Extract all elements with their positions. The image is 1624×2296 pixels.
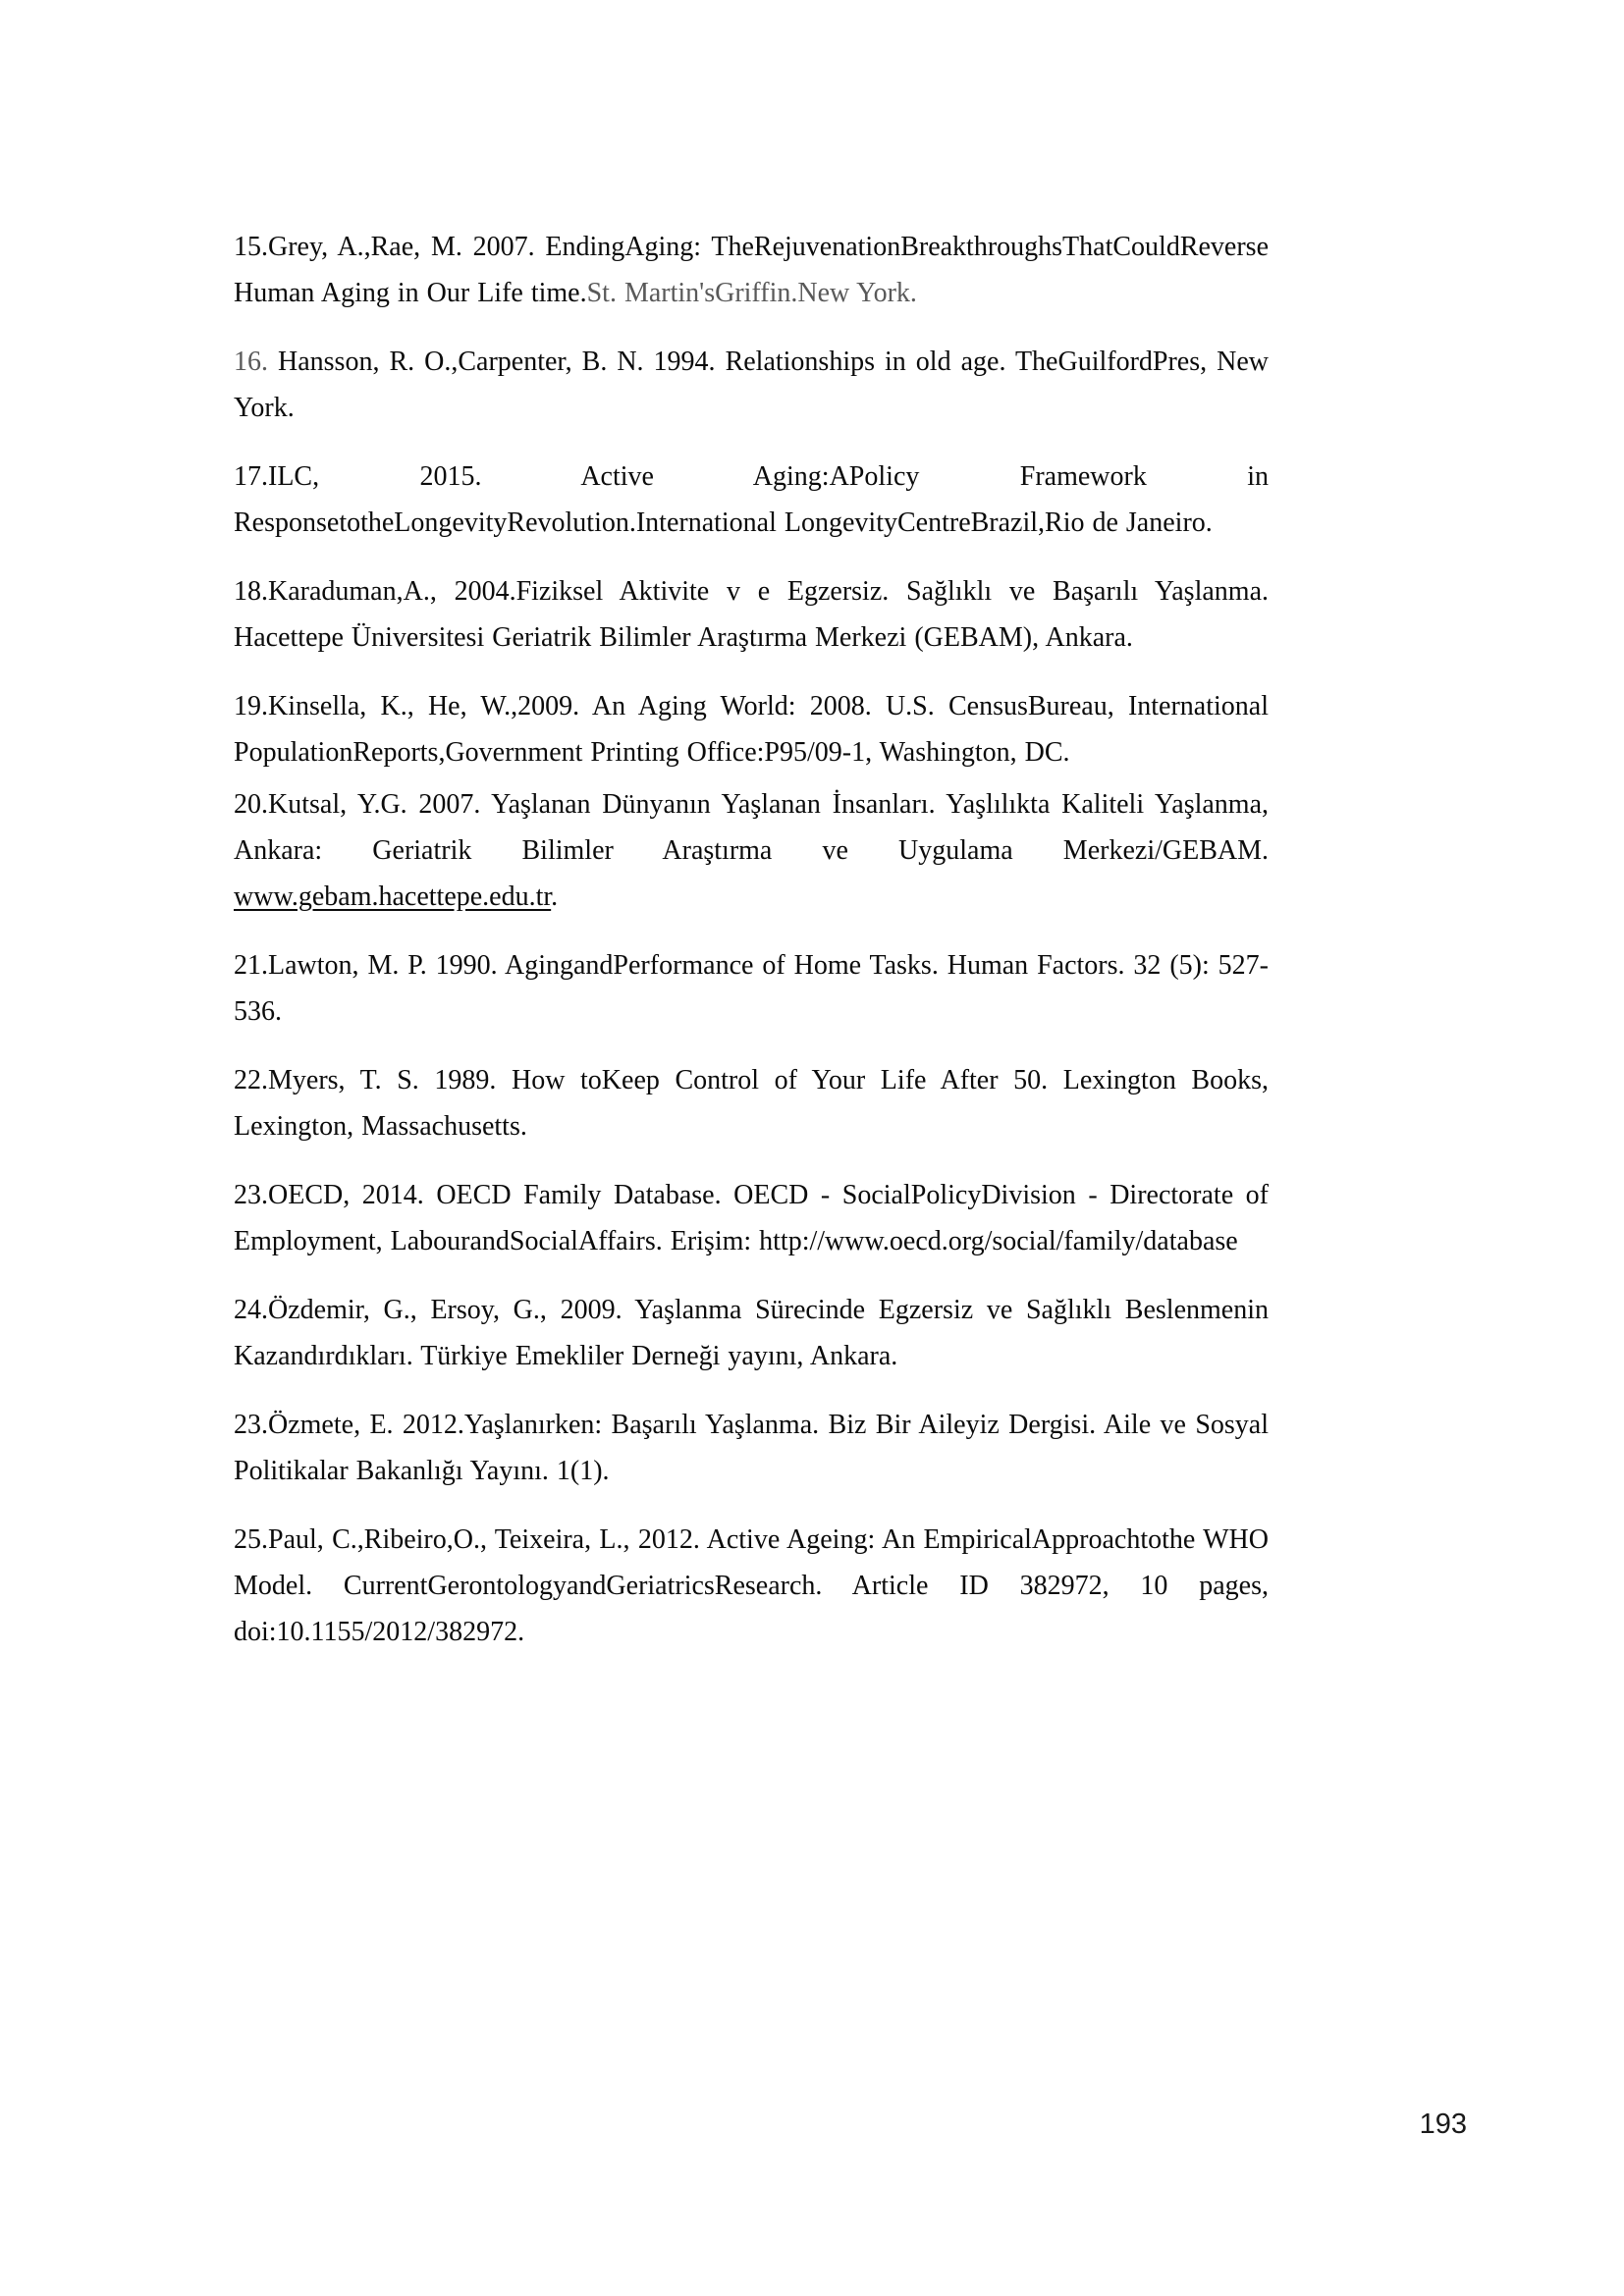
reference-entry-23b [234,1402,1269,1494]
reference-text-segment: 23.Özmete, E. 2012.Yaşlanırken: Başarılı Yaşlanma. Biz Bir Aileyiz Dergisi. Aile ve Sosyal Politikalar Bakanlığı Yayını. 1(1). [234,1410,1269,1486]
reference-text-segment: 20.Kutsal, Y.G. 2007. Yaşlanan Dünyanın Yaşlanan İnsanları. Yaşlılıkta Kaliteli Yaşlanma, Ankara: Geriatrik Bilimler Araştırma ve Uygulama Merkezi/GEBAM. [234,789,1269,866]
reference-text-segment: . [551,881,559,912]
reference-text-segment: 18.Karaduman,A., 2004.Fiziksel Aktivite v e Egzersiz. Sağlıklı ve Başarılı Yaşlanma. Hacettepe Üniversitesi Geriatrik Bilimler Araştırma Merkezi (GEBAM), Ankara. [234,576,1269,653]
reference-text-segment: 17.ILC, 2015. Active Aging:APolicy Framework in ResponsetotheLongevityRevolution.International LongevityCentreBrazil,Rio de Janeiro. [234,461,1269,538]
reference-text-segment: 19.Kinsella, K., He, W.,2009. An Aging World: 2008. U.S. CensusBureau, International PopulationReports,Government Printing Office:P95/09-1, Washington, DC. [234,691,1269,768]
reference-url-link[interactable]: www.gebam.hacettepe.edu.tr [234,881,552,912]
reference-text-segment: 23.OECD, 2014. OECD Family Database. OECD - SocialPolicyDivision - Directorate of Employment, LabourandSocialAffairs. Erişim: http://www.oecd.org/social/family/database [234,1180,1269,1256]
reference-entry-20 [234,781,1269,920]
reference-text-segment: 15.Grey, A.,Rae, M. 2007. EndingAging: TheRejuvenationBreakthroughsThatCouldReverse Human Aging in Our Life time. [234,232,1269,308]
reference-entry-24 [234,1287,1269,1379]
reference-entry-18 [234,568,1269,661]
reference-entry-21 [234,942,1269,1035]
reference-entry-23 [234,1172,1269,1264]
references-list [234,224,1269,1678]
reference-text-segment: 21.Lawton, M. P. 1990. AgingandPerformance of Home Tasks. Human Factors. 32 (5): 527-536. [234,950,1269,1027]
reference-text-segment: 24.Özdemir, G., Ersoy, G., 2009. Yaşlanma Sürecinde Egzersiz ve Sağlıklı Beslenmenin Kazandırdıkları. Türkiye Emekliler Derneği yayını, Ankara. [234,1295,1269,1371]
reference-text-segment: 16. [234,347,279,377]
reference-entry-15 [234,224,1269,316]
reference-text-segment: 25.Paul, C.,Ribeiro,O., Teixeira, L., 2012. Active Ageing: An EmpiricalApproachtothe WHO Model. CurrentGerontologyandGeriatricsResearch. Article ID 382972, 10 pages, doi:10.1155/2012/382972. [234,1524,1269,1647]
reference-entry-16 [234,339,1269,431]
reference-entry-17 [234,454,1269,546]
reference-text-segment: St. Martin'sGriffin.New York. [586,278,917,308]
reference-entry-25 [234,1517,1269,1655]
reference-entry-22 [234,1057,1269,1149]
reference-entry-19 [234,683,1269,775]
reference-text-segment: Hansson, R. O.,Carpenter, B. N. 1994. Relationships in old age. TheGuilfordPres, New York. [234,347,1269,423]
reference-text-segment: 22.Myers, T. S. 1989. How toKeep Control of Your Life After 50. Lexington Books, Lexington, Massachusetts. [234,1065,1269,1142]
page-number: 193 [1419,2109,1467,2140]
